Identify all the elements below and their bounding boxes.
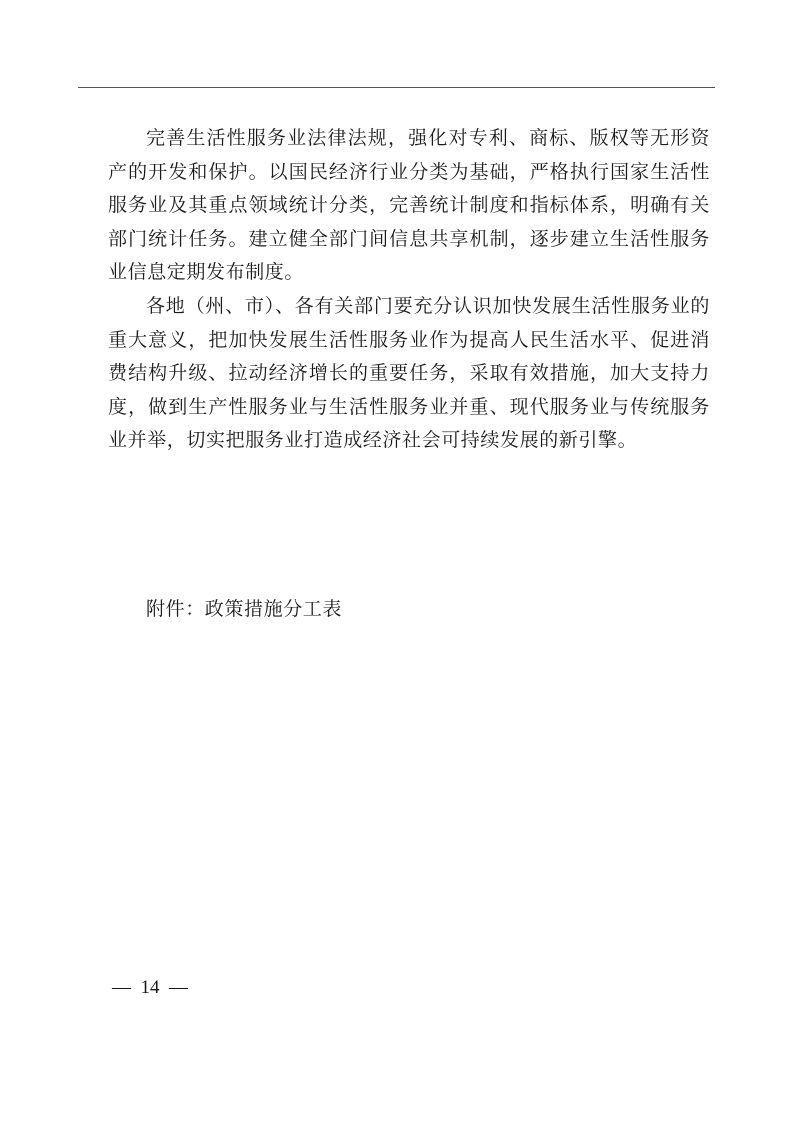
body-text — [108, 122, 710, 458]
header-rule — [78, 87, 715, 88]
paragraph-statistics: 完善生活性服务业法律法规，强化对专利、商标、版权等无形资产的开发和保护。以国民经济行业分类为基础，严格执行国家生活性服务业及其重点领域统计分类，完善统计制度和指标体系，明确有关部门统计任务。建立健全部门间信息共享机制，逐步建立生活性服务业信息定期发布制度。 — [108, 127, 710, 284]
paragraph-implementation: 各地（州、市）、各有关部门要充分认识加快发展生活性服务业的重大意义，把加快发展生活性服务业作为提高人民生活水平、促进消费结构升级、拉动经济增长的重要任务，采取有效措施，加大支持力度，做到生产性服务业与生活性服务业并重、现代服务业与传统服务业并举，切实把服务业打造成经济社会可持续发展的新引擎。 — [108, 294, 710, 452]
attachment-note: 附件：政策措施分工表 — [146, 598, 343, 620]
page-number: — 14 — — [112, 977, 188, 998]
